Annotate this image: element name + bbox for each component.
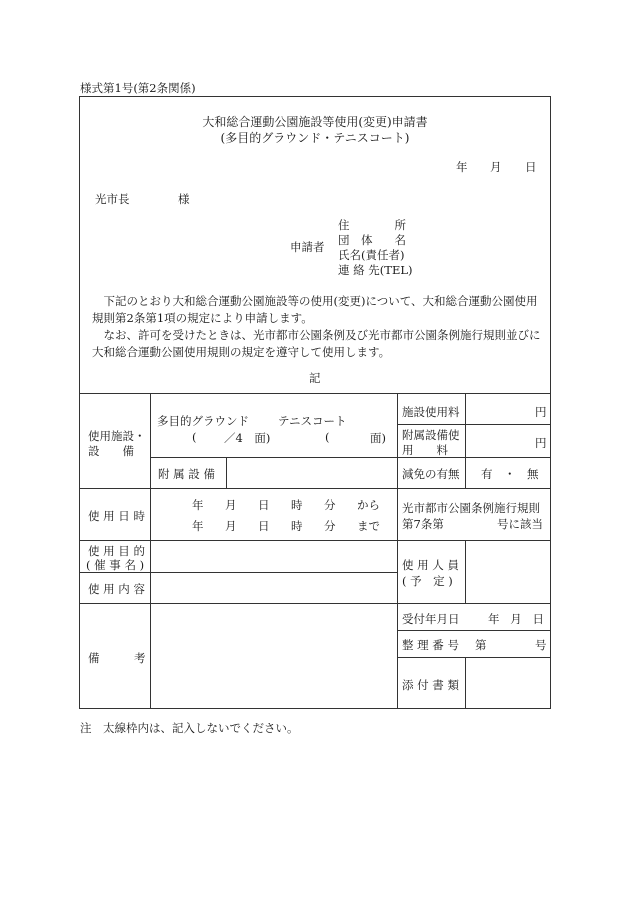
compliance-statement: なお、許可を受けたときは、光市都市公園条例及び光市都市公園条例施行規則並びに大和総合運動公園使用規則の規定を遵守して使用します。 [92, 328, 541, 359]
users-label-1: 使 用 人 員 [402, 558, 459, 572]
footnote: 注 太線枠内は、記入しないでください。 [80, 721, 299, 735]
to-suffix: まで [357, 519, 380, 533]
attached-fee-label-2: 用 料 [402, 443, 448, 457]
address-char-2: 所 [394, 218, 406, 232]
serial-suffix: 号 [535, 638, 547, 652]
applicant-group-label [338, 232, 406, 248]
attached-fee-yen: 円 [535, 436, 547, 450]
tennis-courts-field: 面) [370, 431, 386, 445]
to-minute: 分 [324, 519, 336, 533]
purpose-label-1: 使 用 目 的 [88, 544, 145, 558]
remarks-label-char1: 備 [88, 651, 100, 665]
rule-reference-suffix: 号に該当 [497, 517, 543, 531]
from-hour: 時 [291, 498, 303, 512]
tennis-paren-open: ( [325, 430, 330, 444]
attachments-label: 添 付 書 類 [402, 678, 459, 692]
facility-label-1: 使用施設・ [88, 429, 146, 443]
use-content-label: 使 用 内 容 [88, 582, 145, 596]
purpose-label-2: ( 催 事 名 ) [86, 558, 145, 572]
addressee-name: 光市長 [95, 192, 130, 206]
date-year: 年 [456, 160, 468, 174]
label-column-divider [150, 393, 151, 709]
applicant-address-label [338, 217, 406, 233]
facility-tennis: テニスコート [278, 414, 347, 428]
from-month: 月 [225, 498, 237, 512]
ground-paren-open: ( [192, 430, 197, 444]
equipment-label-divider [226, 457, 227, 488]
attachments-value-divider [465, 657, 466, 709]
received-month: 月 [510, 612, 522, 626]
received-day: 日 [532, 612, 544, 626]
remarks-label-char2: 考 [134, 651, 146, 665]
facility-label-2: 設 備 [88, 444, 134, 458]
date-month: 月 [490, 160, 502, 174]
form-subtitle: (多目的グラウンド・テニスコート) [220, 131, 410, 145]
equipment-divider [150, 457, 551, 458]
facility-fee-yen: 円 [535, 405, 547, 419]
serial-number-label: 整 理 番 号 [402, 638, 459, 652]
use-datetime-label: 使 用 日 時 [88, 509, 145, 523]
to-year: 年 [192, 519, 204, 533]
received-bottom-border [397, 630, 551, 631]
applicant-contact-label: 連 絡 先(TEL) [338, 263, 413, 277]
to-hour: 時 [291, 519, 303, 533]
to-day: 日 [258, 519, 270, 533]
group-chars-2: 名 [394, 233, 406, 247]
datetime-from-row [192, 497, 380, 513]
group-chars-1: 団 体 [338, 233, 373, 247]
rule-reference-article: 第7条第 [402, 517, 444, 531]
date-day: 日 [525, 160, 537, 174]
application-statement: 下記のとおり大和総合運動公園施設等の使用(変更)について、大和総合運動公園使用規則第2条第1項の規定により申請します。 [92, 294, 538, 325]
fee-value-divider [465, 393, 466, 488]
from-suffix: から [357, 498, 380, 512]
from-day: 日 [258, 498, 270, 512]
serial-bottom-border [397, 657, 551, 658]
applicant-label: 申請者 [290, 240, 325, 254]
right-section-divider [397, 393, 398, 709]
from-minute: 分 [324, 498, 336, 512]
to-month: 月 [225, 519, 237, 533]
users-value-divider [465, 540, 466, 603]
facility-ground: 多目的グラウンド [157, 414, 249, 428]
ki-heading: 記 [309, 371, 321, 385]
address-char-1: 住 [338, 218, 350, 232]
exemption-label: 減免の有無 [402, 467, 460, 481]
facility-fee-label: 施設使用料 [402, 405, 460, 419]
from-year: 年 [192, 498, 204, 512]
rule-reference-line1: 光市都市公園条例施行規則 [402, 501, 540, 515]
attached-fee-label-1: 附属設備使 [402, 428, 460, 442]
ground-courts-field: ／4 面) [224, 431, 271, 445]
attached-equipment-label: 附 属 設 備 [158, 467, 215, 481]
serial-prefix: 第 [475, 638, 487, 652]
form-number-label: 様式第1号(第2条関係) [80, 81, 196, 95]
received-date-ymd [488, 611, 544, 627]
applicant-name-label: 氏名(責任者) [338, 248, 405, 262]
users-label-2: ( 予 定 ) [402, 574, 453, 588]
form-title: 大和総合運動公園施設等使用(変更)申請書 [202, 115, 428, 129]
exemption-options: 有 ・ 無 [481, 467, 539, 481]
datetime-to-row [192, 518, 380, 534]
received-year: 年 [488, 612, 500, 626]
addressee-honorific: 様 [178, 192, 190, 206]
fee-divider [397, 424, 551, 425]
received-date-label: 受付年月日 [402, 612, 460, 626]
